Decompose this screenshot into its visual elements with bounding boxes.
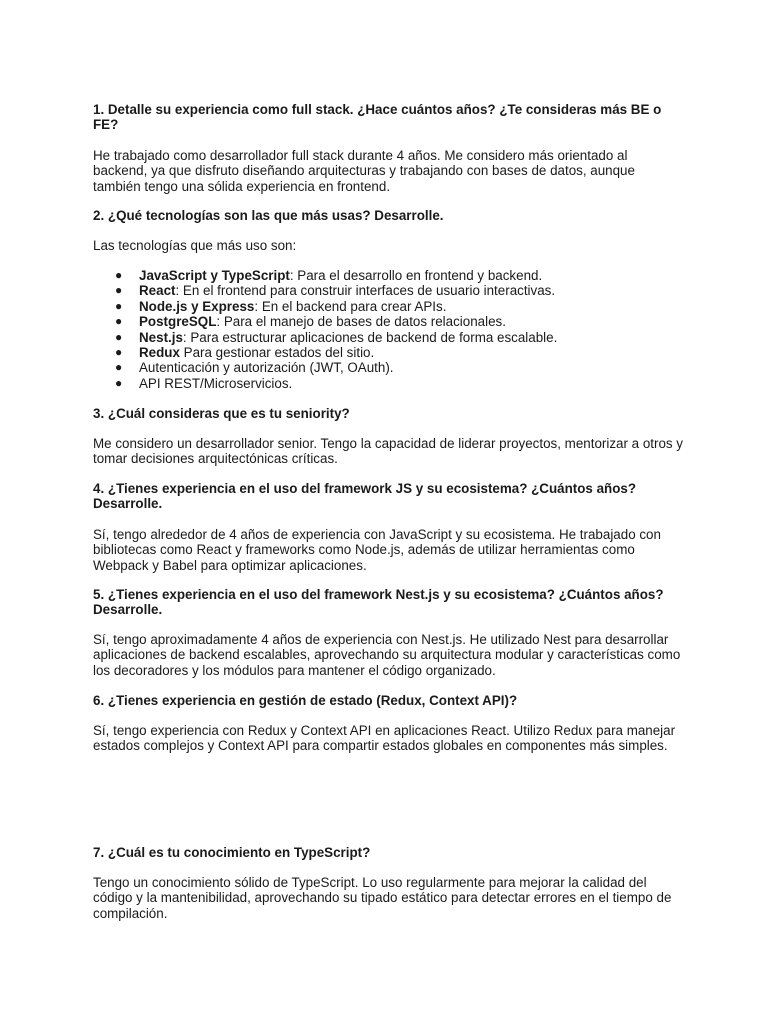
answer-4: Sí, tengo alrededor de 4 años de experiencia con JavaScript y su ecosistema. He trabajado con bibliotecas como React y frameworks como Node.js, además de utilizar herramientas como Webpack y Babel para optimizar aplicaciones. [93, 527, 661, 573]
technology-list-item [93, 314, 683, 329]
technology-description: : Para estructurar aplicaciones de backend de forma escalable. [182, 329, 558, 345]
technology-list-item [93, 283, 683, 298]
technology-name: Redux [139, 344, 180, 360]
question-1: 1. Detalle su experiencia como full stack. ¿Hace cuántos años? ¿Te consideras más BE o FE? [93, 102, 662, 133]
answer-1: He trabajado como desarrollador full stack durante 4 años. Me considero más orientado al backend, ya que disfruto diseñando arquitecturas y trabajando con bases de datos, aunque también tengo una sólida experiencia en frontend. [93, 148, 635, 194]
technology-name: PostgreSQL [139, 314, 217, 330]
technology-description: : Para el desarrollo en frontend y backend. [289, 268, 543, 283]
technology-description: : En el backend para crear APIs. [254, 298, 447, 314]
bullet-icon: ● [115, 298, 123, 313]
question-2: 2. ¿Qué tecnologías son las que más usas? Desarrolle. [93, 208, 444, 223]
bullet-icon: ● [115, 268, 123, 282]
answer-7: Tengo un conocimiento sólido de TypeScript. Lo uso regularmente para mejorar la calidad del código y la mantenibilidad, aprovechando su tipado estático para detectar errores en el tiempo de compilación. [93, 875, 672, 921]
answer-5: Sí, tengo aproximadamente 4 años de experiencia con Nest.js. He utilizado Nest para desarrollar aplicaciones de backend escalables, aprovechando su arquitectura modular y características como los decoradores y los módulos para mantener el código organizado. [93, 632, 681, 678]
technology-description: : En el frontend para construir interfaces de usuario interactivas. [175, 283, 556, 299]
technology-description: Autenticación y autorización (JWT, OAuth). [139, 360, 394, 376]
answer-3: Me considero un desarrollador senior. Tengo la capacidad de liderar proyectos, mentorizar a otros y tomar decisiones arquitectónicas críticas. [93, 436, 684, 467]
bullet-icon: ● [115, 283, 123, 298]
technology-list-item [93, 330, 683, 345]
technology-list-item [93, 268, 683, 283]
technology-name: Nest.js [139, 329, 183, 345]
technology-name: JavaScript y TypeScript [139, 268, 290, 283]
question-6: 6. ¿Tienes experiencia en gestión de estado (Redux, Context API)? [93, 693, 518, 708]
bullet-icon: ● [115, 375, 123, 390]
technology-list-item [93, 299, 683, 314]
bullet-icon: ● [115, 329, 123, 344]
technology-list-item [93, 360, 683, 375]
question-4: 4. ¿Tienes experiencia en el uso del framework JS y su ecosistema? ¿Cuántos años? Desarrolle. [93, 481, 637, 512]
answer-6: Sí, tengo experiencia con Redux y Context API en aplicaciones React. Utilizo Redux para manejar estados complejos y Context API para compartir estados globales en componentes más simples. [93, 723, 676, 754]
technology-list-item [93, 376, 683, 391]
question-7: 7. ¿Cuál es tu conocimiento en TypeScript? [93, 845, 371, 860]
bullet-icon: ● [115, 360, 123, 375]
question-3: 3. ¿Cuál consideras que es tu seniority? [93, 406, 350, 421]
bullet-icon: ● [115, 314, 123, 329]
technology-list-item [93, 345, 683, 360]
technology-description: : Para el manejo de bases de datos relacionales. [216, 314, 506, 330]
technology-description: Para gestionar estados del sitio. [179, 344, 375, 360]
answer-2-intro: Las tecnologías que más uso son: [93, 238, 297, 253]
technology-name: React [139, 283, 176, 299]
technology-name: Node.js y Express [139, 298, 255, 314]
bullet-icon: ● [115, 344, 123, 359]
technology-list [93, 268, 683, 391]
technology-description: API REST/Microservicios. [139, 375, 293, 391]
question-5: 5. ¿Tienes experiencia en el uso del framework Nest.js y su ecosistema? ¿Cuántos años? Desarrolle. [93, 587, 664, 618]
